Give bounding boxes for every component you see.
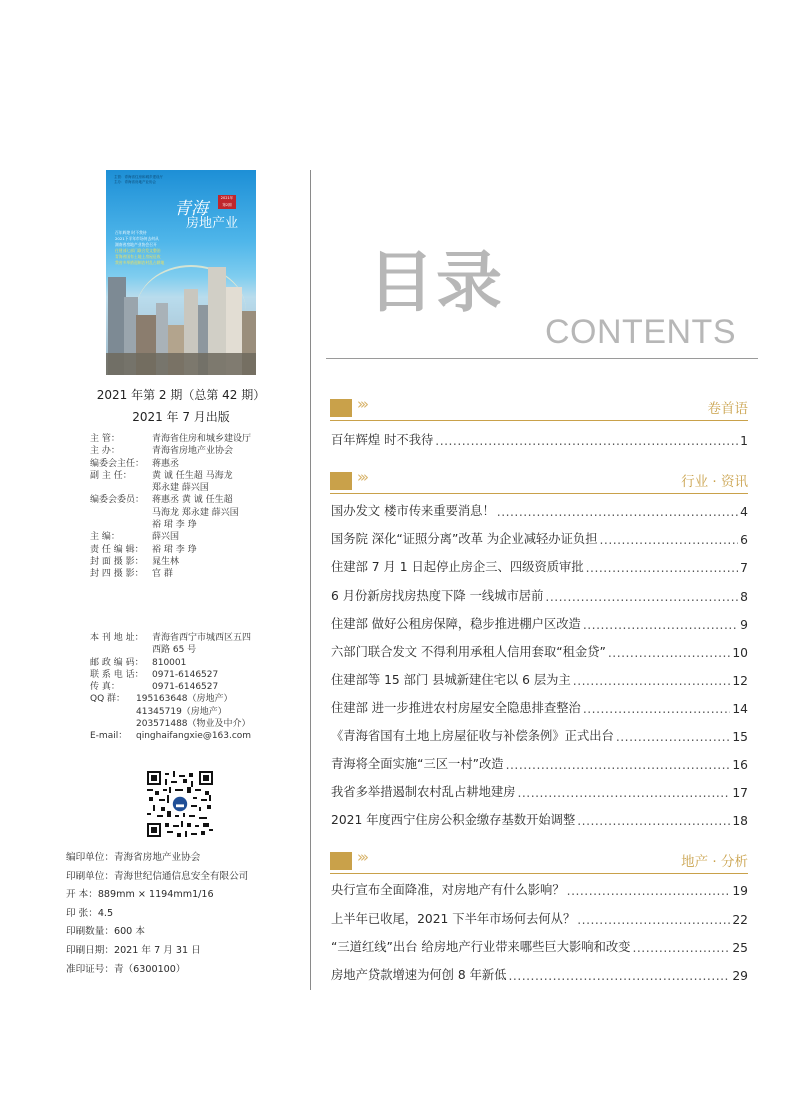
chevron-icon: ››› (357, 848, 366, 866)
print-line: 开 本：889mm × 1194mm1/16 (66, 889, 214, 901)
leader-dots (517, 786, 730, 800)
leader-dots (600, 533, 739, 547)
toc-title: 2021 年度西宁住房公积金缴存基数开始调整 (331, 813, 576, 827)
leader-dots (497, 505, 738, 519)
toc-page: 17 (732, 786, 748, 800)
print-line: 印刷单位：青海世纪信通信息安全有限公司 (66, 870, 249, 882)
cover-headline: 百年辉煌 时不我待 (115, 230, 147, 235)
toc-entry[interactable] (331, 666, 748, 688)
toc-page: 10 (732, 646, 748, 660)
toc-title: 百年辉煌 时不我待 (331, 433, 434, 447)
contact-line: QQ 群： 195163648（房地产） (90, 694, 233, 705)
toc-title: 住建部 做好公租房保障，稳步推进棚户区改造 (331, 617, 581, 631)
page-title: 目录 (368, 244, 504, 321)
section-marker-icon (330, 852, 352, 870)
leader-dots (632, 941, 730, 955)
toc-page: 29 (732, 969, 748, 983)
leader-dots (545, 590, 738, 604)
contact-line: 西路 65 号 (152, 645, 197, 656)
toc-title: 房地产贷款增速为何创 8 年新低 (331, 968, 507, 982)
print-line: 印刷数量：600 本 (66, 926, 145, 938)
print-line: 准印证号：青（6300100） (66, 963, 186, 975)
section-label: 卷首语 (707, 401, 748, 417)
toc-page: 14 (732, 702, 748, 716)
cover-badge-year: 2021年 (220, 196, 234, 200)
contact-line: 邮 政 编 码： 810001 (90, 657, 187, 668)
toc-entry[interactable] (331, 525, 748, 547)
cover-issue-badge (218, 195, 236, 209)
credit-line: 郑永建 薛兴国 (152, 483, 209, 494)
toc-entry[interactable] (331, 778, 748, 800)
section-marker-icon (330, 399, 352, 417)
toc-page: 6 (740, 533, 748, 547)
contact-line: 传 真： 0971-6146527 (90, 682, 219, 693)
toc-title: 6 月份新房找房热度下降 一线城市居前 (331, 589, 544, 603)
contact-line: 203571488（物业及中介） (136, 719, 251, 730)
magazine-cover-image (106, 170, 256, 375)
cover-headline: 青海省国有土地上房屋征收 (115, 254, 161, 259)
credit-line: 主 编： 薛兴国 (90, 532, 180, 543)
toc-entry[interactable] (331, 750, 748, 772)
leader-dots (509, 969, 731, 983)
cover-top-line: 主管：青海省住房和城乡建设厅 (114, 175, 163, 179)
toc-page: 22 (732, 913, 748, 927)
credit-line: 裕 珺 李 琤 (152, 520, 197, 531)
toc-title: “三道红线”出台 给房地产行业带来哪些巨大影响和改变 (331, 940, 631, 954)
toc-entry[interactable] (331, 961, 748, 983)
print-line: 印 张：4.5 (66, 907, 114, 919)
cover-headline: 住建部七部门联合发文整治 (115, 248, 161, 253)
toc-page: 15 (732, 730, 748, 744)
toc-page: 4 (740, 505, 748, 519)
leader-dots (616, 730, 731, 744)
contact-line: 41345719（房地产） (136, 706, 227, 717)
toc-entry[interactable] (331, 933, 748, 955)
leader-dots (586, 561, 739, 575)
toc-entry[interactable] (331, 610, 748, 632)
toc-title: 住建部等 15 部门 县城新建住宅以 6 层为主 (331, 673, 571, 687)
contact-line: 本 刊 地 址： 青海省西宁市城西区五四 (90, 633, 252, 643)
toc-title: 六部门联合发文 不得利用承租人信用套取“租金贷” (331, 645, 606, 659)
toc-page: 18 (732, 814, 748, 828)
section-rule (330, 493, 748, 494)
chevron-icon: ››› (357, 395, 366, 413)
toc-entry[interactable] (331, 722, 748, 744)
leader-dots (506, 758, 731, 772)
toc-title: 青海将全面实施“三区一村”改造 (331, 757, 504, 771)
cover-headline: 我省多举措遏制农村乱占耕地 (115, 260, 165, 265)
toc-page: 1 (740, 434, 748, 448)
toc-page: 9 (740, 618, 748, 632)
toc-entry[interactable] (331, 694, 748, 716)
credit-line: 编委会主任： 蒋惠丞 (90, 458, 180, 469)
credit-line: 编委会委员： 蒋惠丞 黄 诚 任生超 (90, 495, 233, 506)
cover-top-line: 主办：青海省房地产业协会 (114, 180, 156, 184)
contact-line: E-mail： qinghaifangxie@163.com (90, 731, 252, 742)
toc-entry[interactable] (331, 905, 748, 927)
toc-page: 25 (732, 941, 748, 955)
cover-ground (106, 353, 256, 375)
credit-line: 主 办： 青海省房地产业协会 (90, 446, 234, 457)
editorial-credits (90, 433, 251, 581)
toc-entry[interactable] (331, 497, 748, 519)
toc-title: 国务院 深化“证照分离”改革 为企业减轻办证负担 (331, 532, 598, 546)
print-line: 编印单位：青海省房地产业协会 (66, 852, 201, 863)
toc-title: 住建部 7 月 1 日起停止房企三、四级资质审批 (331, 560, 584, 574)
section-header (330, 850, 748, 874)
chevron-icon: ››› (357, 468, 366, 486)
toc-entry[interactable] (331, 876, 748, 898)
contact-line: 联 系 电 话： 0971-6146527 (90, 669, 219, 680)
leader-dots (583, 618, 738, 632)
toc-title: 我省多举措遏制农村乱占耕地建房 (331, 785, 516, 799)
section-header (330, 470, 748, 494)
credit-line: 副 主 任： 黄 诚 任生超 马海龙 (90, 470, 233, 481)
credit-line: 主 管： 青海省住房和城乡建设厅 (90, 434, 252, 444)
section-marker-icon (330, 472, 352, 490)
section-rule (330, 420, 748, 421)
qr-code-image (147, 771, 213, 837)
issue-number: 2021 年第 2 期（总第 42 期） (96, 388, 266, 402)
toc-page: 8 (740, 590, 748, 604)
toc-title: 国办发文 楼市传来重要消息！ (331, 504, 495, 518)
cover-magazine-title: 房地产业 (186, 216, 239, 231)
toc-entry[interactable] (331, 806, 748, 828)
credit-line: 封 四 摄 影： 官 群 (90, 569, 173, 580)
vertical-divider (310, 170, 311, 990)
cover-badge-issue: 第2期 (222, 203, 232, 207)
leader-dots (577, 913, 730, 927)
toc-entry[interactable] (331, 582, 748, 604)
toc-entry[interactable] (331, 426, 748, 448)
toc-title: 央行宣布全面降准，对房地产有什么影响？ (331, 883, 565, 897)
section-header (330, 397, 748, 421)
credit-line: 马海龙 郑永建 薛兴国 (152, 507, 239, 518)
cover-headline: 湖南省房地产业协会召开 (115, 242, 157, 247)
section-label: 地产 · 分析 (681, 854, 748, 870)
credit-line: 封 面 摄 影： 晁生林 (90, 556, 180, 567)
print-line: 印刷日期：2021 年 7 月 31 日 (66, 944, 201, 956)
toc-entry[interactable] (331, 638, 748, 660)
toc-title: 上半年已收尾，2021 下半年市场何去何从？ (331, 912, 576, 926)
print-info (66, 849, 248, 979)
leader-dots (567, 884, 731, 898)
title-rule (326, 358, 758, 359)
contact-info (90, 632, 251, 743)
toc-page: 7 (740, 561, 748, 575)
publish-date: 2021 年 7 月出版 (132, 410, 230, 424)
leader-dots (573, 674, 731, 688)
leader-dots (608, 646, 730, 660)
leader-dots (435, 434, 738, 448)
credit-line: 责 任 编 辑： 裕 珺 李 琤 (90, 544, 197, 555)
toc-page: 19 (732, 884, 748, 898)
toc-title: 住建部 进一步推进农村房屋安全隐患排查整治 (331, 701, 581, 715)
toc-title: 《青海省国有土地上房屋征收与补偿条例》正式出台 (331, 729, 614, 743)
page-subtitle: CONTENTS (545, 313, 736, 351)
section-rule (330, 873, 748, 874)
leader-dots (577, 814, 730, 828)
toc-page: 16 (732, 758, 748, 772)
leader-dots (583, 702, 730, 716)
cover-headline: 2021下半年市场何去何从 (115, 236, 159, 241)
section-label: 行业 · 资讯 (681, 474, 748, 490)
toc-page: 12 (732, 674, 748, 688)
toc-entry[interactable] (331, 553, 748, 575)
cover-brand: 青海 (174, 199, 208, 219)
